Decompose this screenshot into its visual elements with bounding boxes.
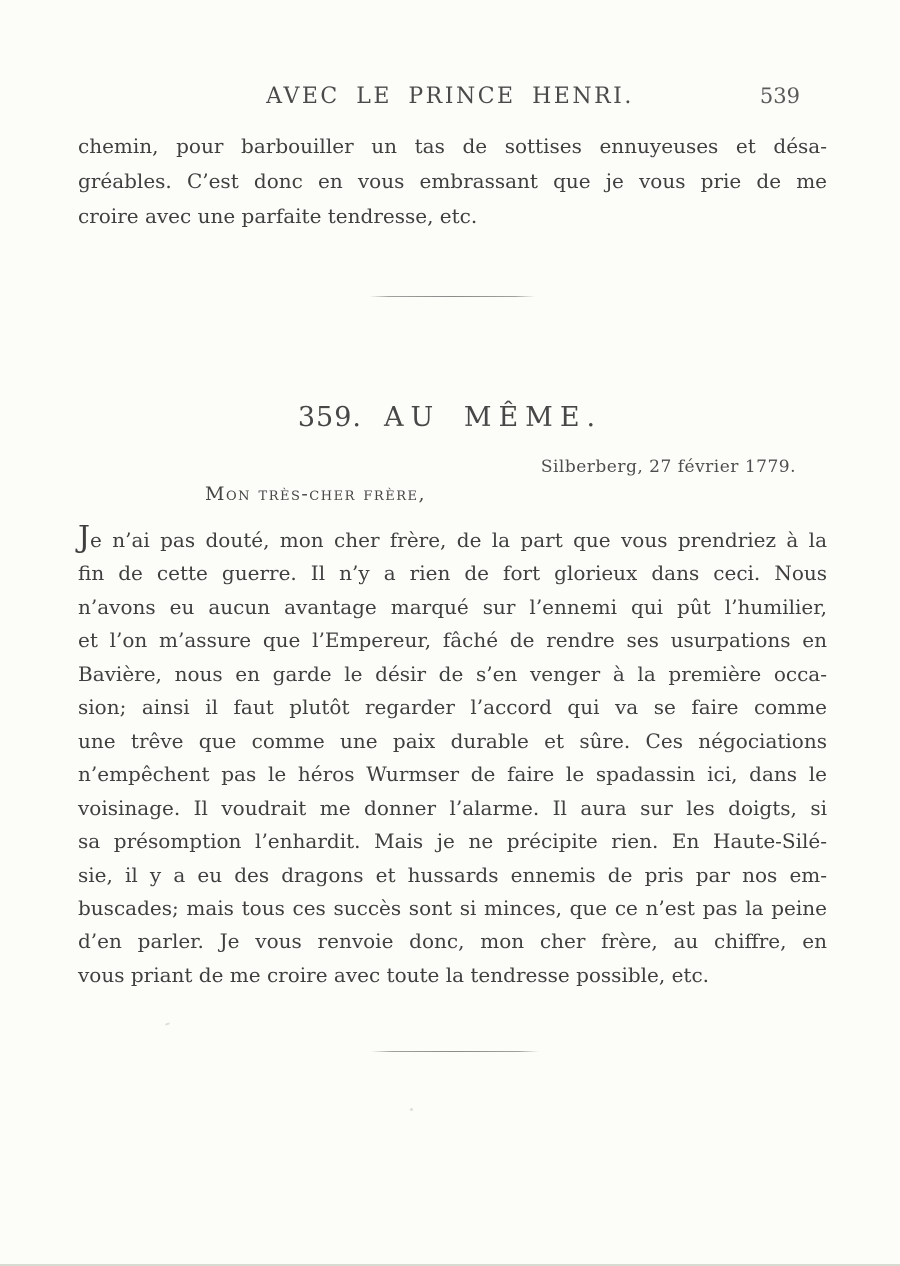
scan-speck [410,1108,413,1111]
letter-title: AU MÊME. [383,402,603,433]
body-line: sa présomption l’enhardit. Mais je ne précipite rien. En Haute-Silé- [78,829,827,854]
section-divider-top [369,296,535,297]
body-line: sion; ainsi il faut plutôt regarder l’accord qui va se faire comme [78,695,827,720]
body-line: d’en parler. Je vous renvoie donc, mon cher frère, au chiffre, en [78,929,827,954]
body-line: n’avons eu aucun avantage marqué sur l’ennemi qui pût l’humilier, [78,594,827,619]
body-line: voisinage. Il voudrait me donner l’alarme. Il aura sur les doigts, si [78,795,827,820]
salutation: Mon très-cher frère, [205,483,427,505]
body-line: sie, il y a eu des dragons et hussards ennemis de pris par nos em- [78,862,827,887]
body-line: Bavière, nous en garde le désir de s’en venger à la première occa- [78,661,827,686]
scan-speck [165,1022,170,1026]
letter-body [78,520,827,992]
letter-heading [0,402,900,433]
running-header [0,84,900,114]
body-line: n’empêchent pas le héros Wurmser de faire le spadassin ici, dans le [78,762,827,787]
body-line: Je n’ai pas douté, mon cher frère, de la part que vous prendriez à la [78,520,827,555]
continuation-paragraph [78,129,827,234]
header-title: AVEC LE PRINCE HENRI. [266,84,634,109]
body-line: vous priant de me croire avec toute la tendresse possible, etc. [78,962,710,987]
page-number: 539 [759,84,800,108]
text-line: gréables. C’est donc en vous embrassant que je vous prie de me [78,169,827,193]
body-line: fin de cette guerre. Il n’y a rien de fort glorieux dans ceci. Nous [78,561,827,586]
letter-number: 359. [297,402,362,433]
body-line: et l’on m’assure que l’Empereur, fâché de rendre ses usurpations en [78,628,827,653]
section-divider-bottom [371,1051,539,1052]
dateline: Silberberg, 27 février 1779. [540,457,796,477]
body-line: buscades; mais tous ces succès sont si minces, que ce n’est pas la peine [78,895,827,920]
text-line: chemin, pour barbouiller un tas de sottises ennuyeuses et désa- [78,134,827,158]
text-line: croire avec une parfaite tendresse, etc. [78,204,478,228]
body-line: une trêve que comme une paix durable et sûre. Ces négociations [78,728,827,753]
